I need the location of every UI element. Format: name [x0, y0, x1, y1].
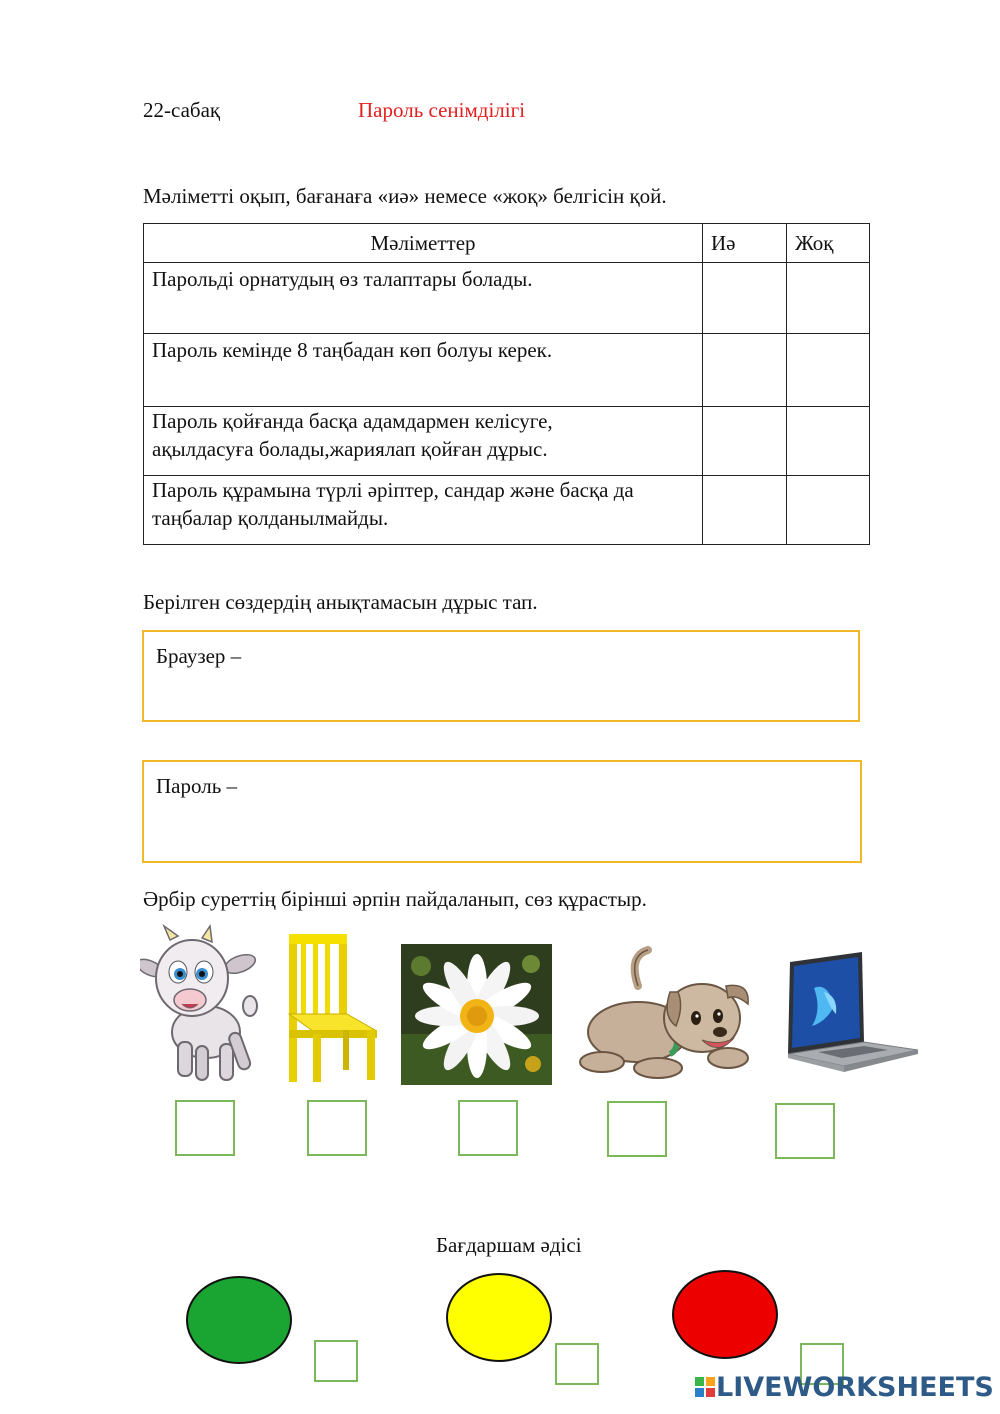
yes-answer-cell[interactable] — [703, 407, 787, 476]
yes-answer-cell[interactable] — [703, 263, 787, 334]
laptop-picture — [778, 952, 920, 1086]
table-row — [144, 407, 870, 476]
yellow-choice-box[interactable] — [555, 1343, 599, 1385]
liveworksheets-logo — [694, 1372, 994, 1403]
password-definition-box[interactable] — [142, 760, 862, 863]
task3-instruction: Әрбір суреттің бірінші әрпін пайдаланып, сөз құрастыр. — [143, 887, 647, 911]
yes-answer-cell[interactable] — [703, 476, 787, 545]
letter-answer-box-2[interactable] — [307, 1100, 367, 1156]
green-choice-box[interactable] — [314, 1340, 358, 1382]
letter-answer-box-5[interactable] — [775, 1103, 835, 1159]
statement-cell — [144, 334, 703, 407]
task1-instruction: Мәліметті оқып, бағанаға «иә» немесе «жоқ» белгісін қой. — [143, 184, 667, 208]
statement-line: Пароль кемінде 8 таңбадан көп болуы керек. — [152, 338, 553, 362]
table-row — [144, 263, 870, 334]
yellow-light-circle — [446, 1273, 552, 1362]
no-answer-cell[interactable] — [787, 334, 870, 407]
task2-instruction: Берілген сөздердің анықтамасын дұрыс тап. — [143, 590, 538, 614]
password-term: Пароль – — [156, 774, 238, 798]
browser-definition-box[interactable] — [142, 630, 860, 722]
statement-cell — [144, 476, 703, 545]
yes-no-table — [143, 223, 870, 545]
statement-cell — [144, 263, 703, 334]
goat-picture — [140, 924, 262, 1086]
chair-picture — [283, 930, 377, 1084]
statement-line: Парольді орнатудың өз талаптары болады. — [152, 267, 533, 291]
no-answer-cell[interactable] — [787, 476, 870, 545]
brand-squares-icon — [694, 1376, 716, 1398]
traffic-light-title: Бағдаршам әдісі — [436, 1233, 582, 1257]
table-row — [144, 476, 870, 545]
table-row — [144, 334, 870, 407]
statement-line: Пароль құрамына түрлі әріптер, сандар және басқа да — [152, 478, 634, 502]
statement-line: Пароль қойғанда басқа адамдармен келісуге, — [152, 409, 553, 433]
statement-cell — [144, 407, 703, 476]
browser-term: Браузер – — [156, 644, 242, 668]
page-title: Пароль сенімділігі — [358, 98, 526, 122]
puppy-picture — [578, 946, 752, 1084]
column-header-no: Жоқ — [787, 224, 870, 263]
no-answer-cell[interactable] — [787, 263, 870, 334]
column-header-info: Мәліметтер — [144, 224, 703, 263]
letter-answer-box-1[interactable] — [175, 1100, 235, 1156]
letter-answer-box-3[interactable] — [458, 1100, 518, 1156]
column-header-yes: Иә — [703, 224, 787, 263]
lesson-number: 22-сабақ — [143, 98, 221, 122]
green-light-circle — [186, 1276, 292, 1364]
chamomile-picture — [401, 944, 552, 1085]
brand-text: LIVEWORKSHEETS — [716, 1372, 994, 1403]
statement-line: таңбалар қолданылмайды. — [152, 506, 389, 530]
table-header-row — [144, 224, 870, 263]
red-light-circle — [672, 1270, 778, 1359]
statement-line: ақылдасуға болады,жариялап қойған дұрыс. — [152, 437, 548, 461]
no-answer-cell[interactable] — [787, 407, 870, 476]
letter-answer-box-4[interactable] — [607, 1101, 667, 1157]
yes-answer-cell[interactable] — [703, 334, 787, 407]
